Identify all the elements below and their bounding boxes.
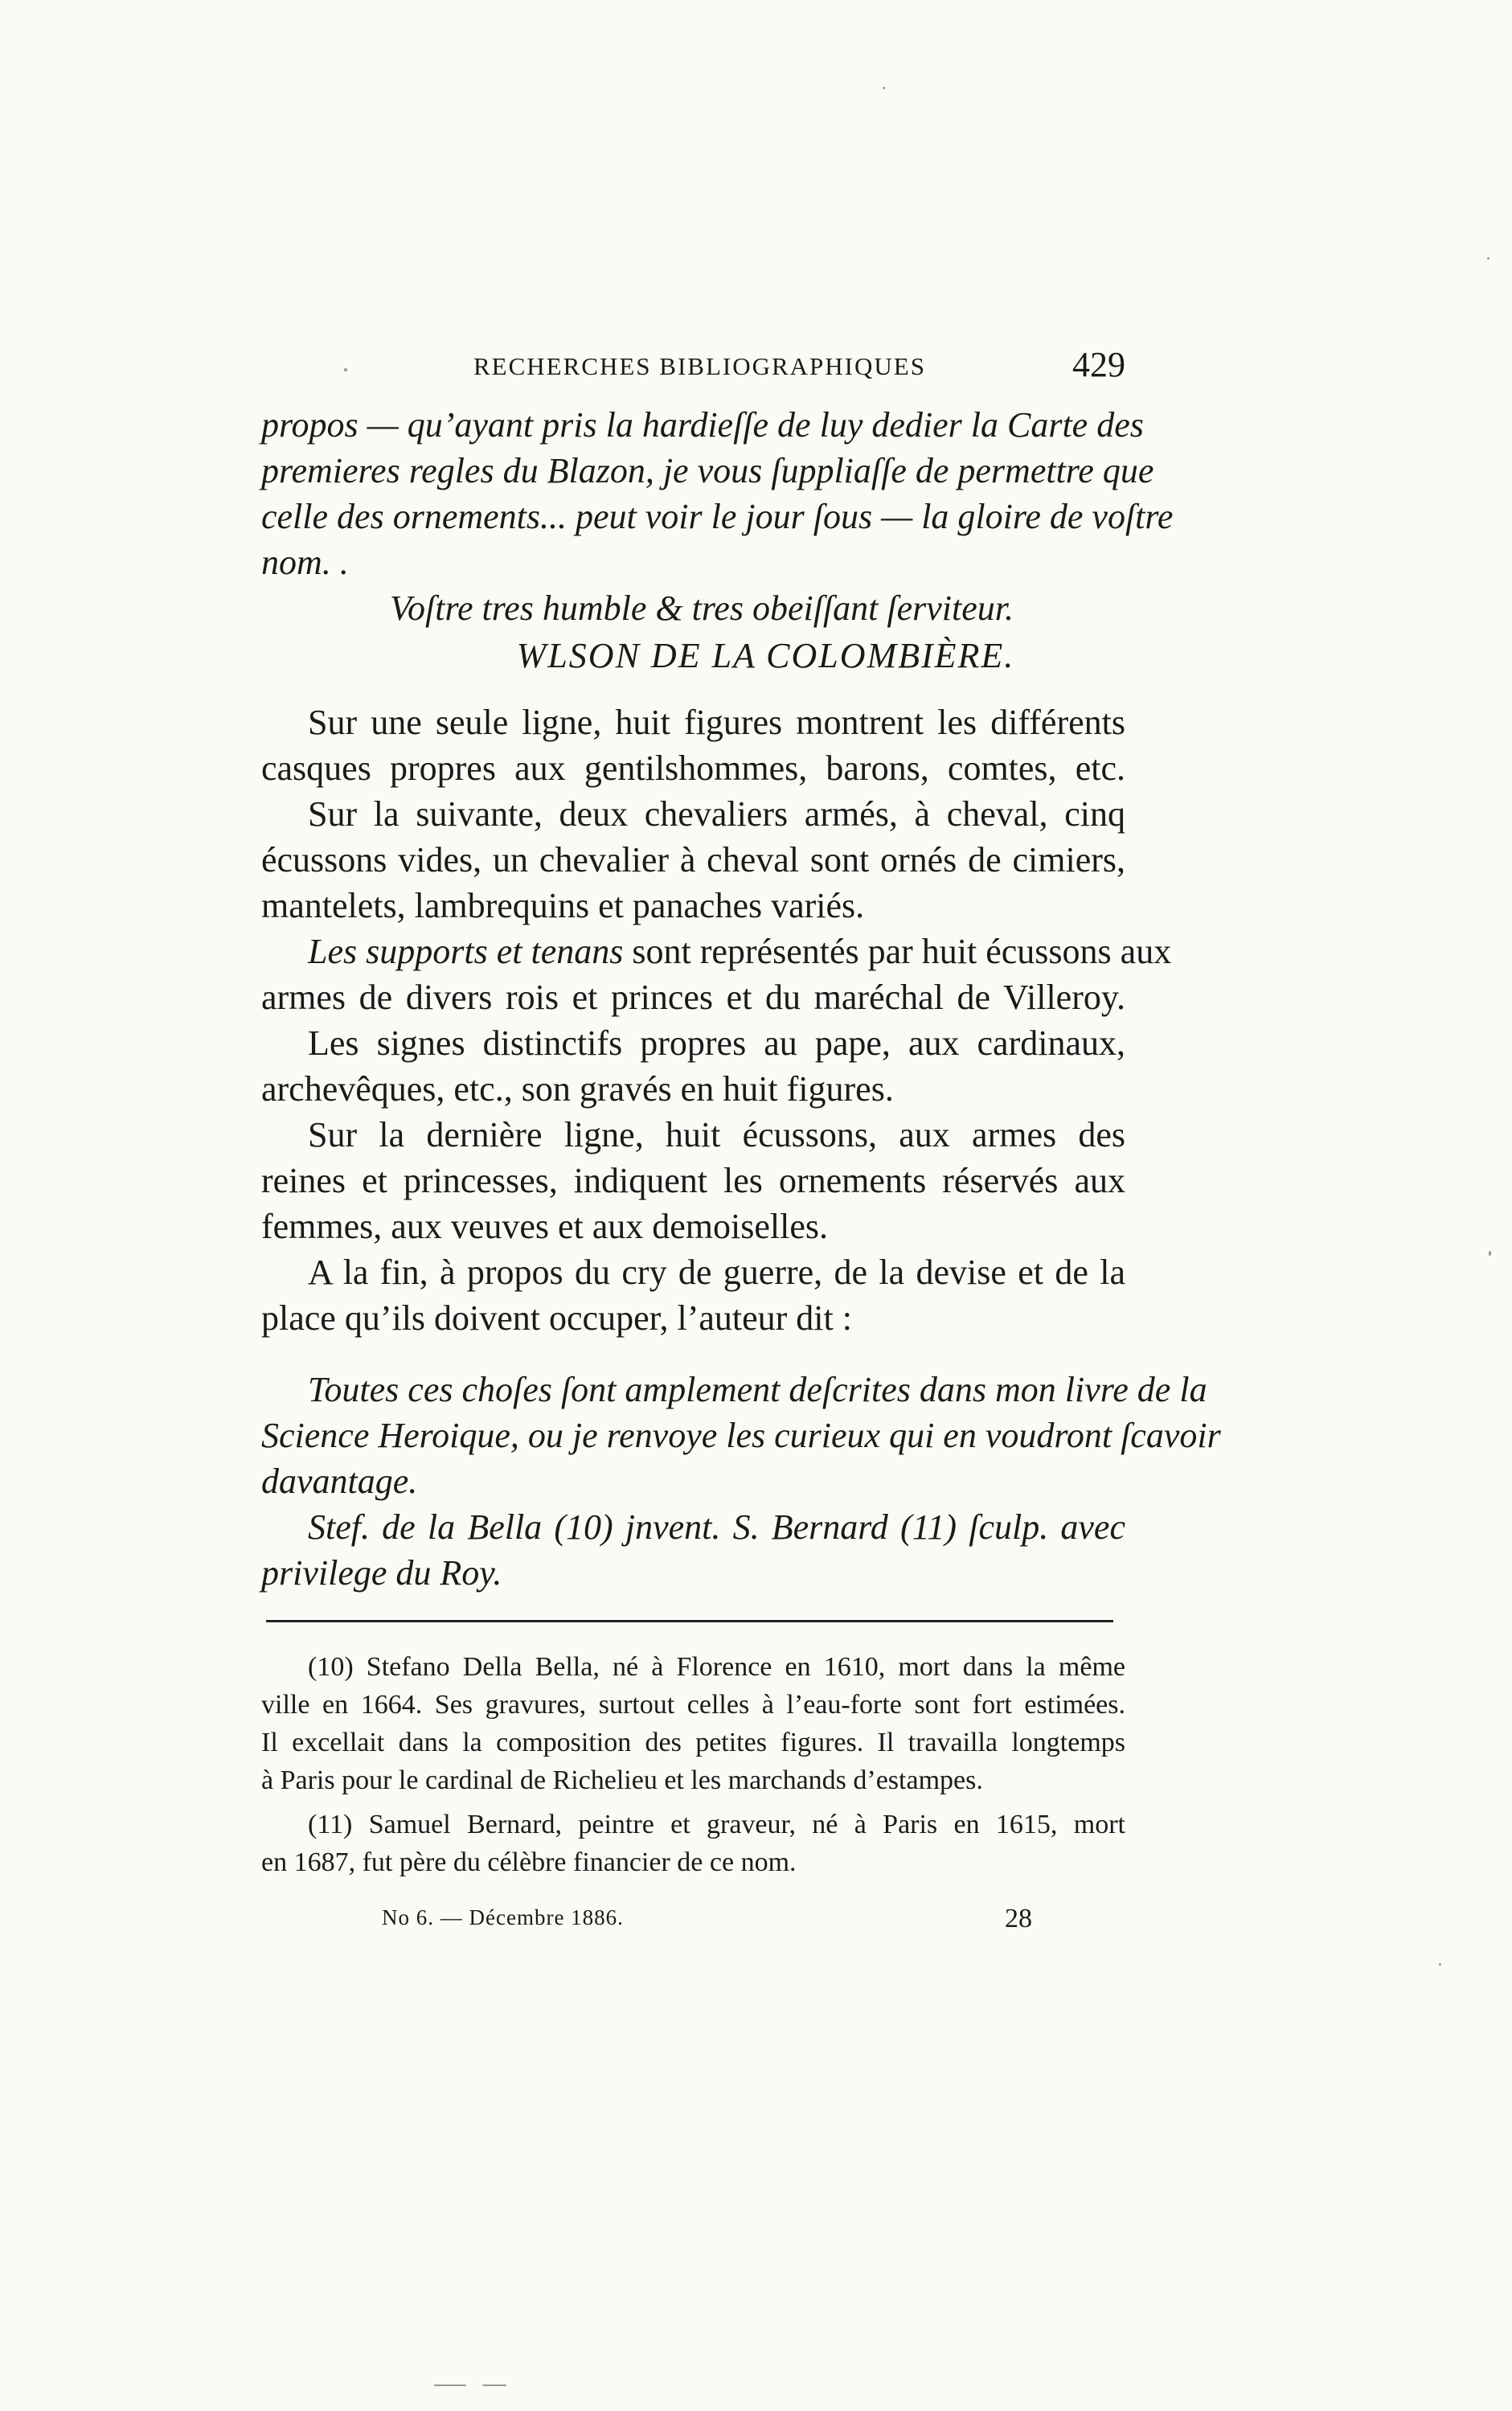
footnotes [261, 1648, 1125, 1881]
text-line: casques propres aux gentilshommes, barons, comtes, etc. [261, 748, 1125, 788]
text-line: Sur la dernière ligne, huit écussons, aux armes des [308, 1115, 1125, 1154]
text-line: reines et princesses, indiquent les ornements réservés aux [261, 1161, 1125, 1200]
italic-lead: Les supports et tenans [308, 932, 624, 971]
quoted-line: davantage. [261, 1462, 418, 1501]
footnote-line: ville en 1664. Ses gravures, surtout celles à l’eau-forte sont fort estimées. [261, 1690, 1125, 1720]
issue-label: No 6. — Décembre 1886. [382, 1905, 624, 1929]
page-footer [261, 1905, 1125, 1954]
text-line: propos — qu’ayant pris la hardieſſe de luy dedier la Carte des [261, 405, 1144, 445]
text-line: femmes, aux veuves et aux demoiselles. [261, 1207, 829, 1246]
paper-speck [482, 2384, 506, 2386]
quoted-line: Toutes ces choſes ſont amplement deſcrites dans mon livre de la [308, 1370, 1207, 1409]
running-title: RECHERCHES BIBLIOGRAPHIQUES [473, 352, 926, 380]
text-line: A la fin, à propos du cry de guerre, de la devise et de la [308, 1253, 1125, 1292]
text-line-rest: sont représentés par huit écussons aux [632, 932, 1172, 971]
text-line: nom. . [261, 543, 349, 582]
body-text [261, 402, 1221, 1596]
text-line: écussons vides, un chevalier à cheval sont ornés de cimiers, [261, 840, 1125, 880]
footnote-line: à Paris pour le cardinal de Richelieu et les marchands d’estampes. [261, 1765, 983, 1795]
paper-speck [434, 2384, 466, 2386]
footnote-line: (10) Stefano Della Bella, né à Florence en 1610, mort dans la même [308, 1652, 1125, 1682]
paper-speck [1489, 1251, 1491, 1256]
text-line: place qu’ils doivent occuper, l’auteur dit : [261, 1298, 852, 1338]
footnote-rule [266, 1620, 1113, 1622]
credit-line: privilege du Roy. [261, 1553, 502, 1593]
text-line: premieres regles du Blazon, je vous ſuppliaſſe de permettre que [261, 451, 1154, 490]
credit-line: Stef. de la Bella (10) jnvent. S. Bernard (11) ſculp. avec [308, 1507, 1125, 1547]
paper-speck [344, 368, 347, 371]
signature-valediction: Voſtre tres humble & tres obeiſſant ſerviteur. [390, 588, 1014, 628]
text-line: Les signes distinctifs propres au pape, aux cardinaux, [308, 1023, 1125, 1063]
book-page [261, 338, 1221, 1954]
paper-speck [883, 87, 885, 89]
page-number: 429 [1072, 345, 1125, 384]
footnote-line: Il excellait dans la composition des petites figures. Il travailla longtemps [261, 1728, 1125, 1757]
text-line: armes de divers rois et princes et du maréchal de Villeroy. [261, 978, 1125, 1017]
text-line: archevêques, etc., son gravés en huit figures. [261, 1069, 894, 1109]
text-line: celle des ornements... peut voir le jour ſous — la gloire de voſtre [261, 497, 1174, 536]
text-line: Sur une seule ligne, huit figures montrent les différents [308, 703, 1125, 742]
quoted-line: Science Heroique, ou je renvoye les curieux qui en voudront ſcavoir [261, 1416, 1221, 1455]
sheet-number: 28 [1005, 1904, 1032, 1933]
signature-name: WLSON DE LA COLOMBIÈRE. [516, 636, 1015, 675]
text-line: Sur la suivante, deux chevaliers armés, à cheval, cinq [308, 794, 1125, 834]
footnote-line: (11) Samuel Bernard, peintre et graveur, né à Paris en 1615, mort [308, 1810, 1125, 1839]
text-line-supports [261, 929, 1172, 974]
running-head [261, 338, 1125, 402]
text-line: mantelets, lambrequins et panaches variés. [261, 886, 865, 925]
footnote-line: en 1687, fut père du célèbre financier de ce nom. [261, 1847, 797, 1877]
paper-speck [1439, 1963, 1441, 1966]
paper-speck [1487, 257, 1489, 260]
